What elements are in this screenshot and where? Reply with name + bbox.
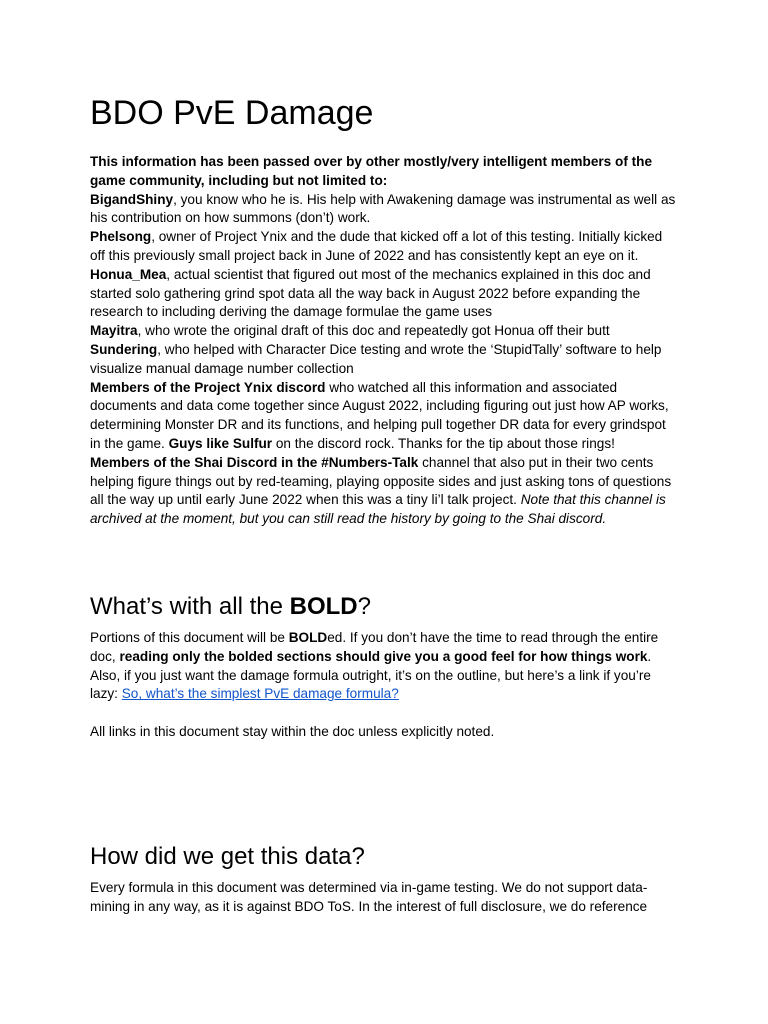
credit-sulfur-text: on the discord rock. Thanks for the tip about those rings! (272, 435, 615, 451)
credit-name: Mayitra (90, 323, 138, 339)
credit-entry-ynix-discord (90, 379, 680, 454)
bold-p2-bold: reading only the bolded sections should give you a good feel for how things work (119, 648, 648, 664)
credit-name: Honua_Mea (90, 266, 167, 282)
credit-text: , you know who he is. His help with Awakening damage was instrumental as well as his contribution on how summons (don’t) work. (90, 191, 676, 226)
credit-text: , owner of Project Ynix and the dude that kicked off a lot of this testing. Initially kicked off this previously small project back in June of 2022 and has consistently kept an eye on it. (90, 229, 663, 263)
credit-entry-phelsong (90, 228, 680, 266)
credit-sulfur-name: Guys like Sulfur (168, 435, 273, 451)
bold-section-paragraph (90, 629, 680, 704)
credits-lead (90, 153, 680, 191)
bold-p1-bold: BOLD (288, 630, 328, 645)
credit-text: , who wrote the original draft of this doc and repeatedly got Honua off their butt (137, 323, 610, 339)
credit-entry-mayitra (90, 322, 680, 341)
credit-note: Note that this channel is archived at the moment, but you can still read the history by going to the Shai discord. (90, 492, 666, 527)
bold-p3: . Also, if you just want the damage formula outright, it’s on the outline, but here’s a link if you’re lazy: (90, 648, 652, 702)
credit-entry-sundering (90, 341, 680, 379)
credit-entry-honua-mea (90, 266, 680, 322)
credit-text: , actual scientist that figured out most of the mechanics explained in this doc and started solo gathering grind spot data all the way back in August 2022 before expanding the research to including deriving the damage formulae the game uses (90, 266, 651, 320)
section-heading-bold (90, 592, 371, 622)
credit-name: Sundering (90, 341, 158, 357)
bold-p1: Portions of this document will be (90, 630, 289, 645)
credit-name: Members of the Shai Discord in the #Numbers-Talk (90, 454, 419, 470)
credit-name: Phelsong (90, 229, 152, 245)
credits-section (90, 153, 680, 529)
credit-name: BigandShiny (90, 191, 174, 207)
data-section-paragraph: Every formula in this document was determined via in-game testing. We do not support data-mining in any way, as it is against BDO ToS. In the interest of full disclosure, we do reference (90, 880, 648, 914)
credits-lead-text: This information has been passed over by other mostly/very intelligent members of the game community, including but not limited to: (90, 154, 653, 188)
credit-text: who watched all this information and associated documents and data come together since August 2022, including figuring out just how AP works, determining Monster DR and its functions, and helping pull together DR data for every grindspot in the game. (90, 379, 669, 451)
heading-post: ? (357, 593, 371, 620)
credit-text: , who helped with Character Dice testing and wrote the ‘StupidTally’ software to help visualize manual damage number collection (90, 341, 662, 376)
section-heading-data: How did we get this data? (90, 843, 365, 870)
credit-entry-shai-discord (90, 454, 680, 529)
links-note: All links in this document stay within the doc unless explicitly noted. (90, 724, 495, 739)
document-title: BDO PvE Damage (90, 94, 374, 132)
simplest-formula-link[interactable]: So, what’s the simplest PvE damage formula? (121, 686, 399, 702)
heading-pre: What’s with all the (90, 593, 290, 620)
credit-entry-bigandshiny (90, 191, 680, 229)
credit-name: Members of the Project Ynix discord (90, 379, 326, 395)
credit-text: channel that also put in their two cents helping figure things out by red-teaming, playing opposite sides and just asking tons of questions all the way up until early June 2022 when this was a tiny li’l talk project. (90, 454, 672, 508)
bold-p2: ed. If you don’t have the time to read through the entire doc, (90, 630, 659, 664)
heading-bold: BOLD (289, 593, 358, 620)
